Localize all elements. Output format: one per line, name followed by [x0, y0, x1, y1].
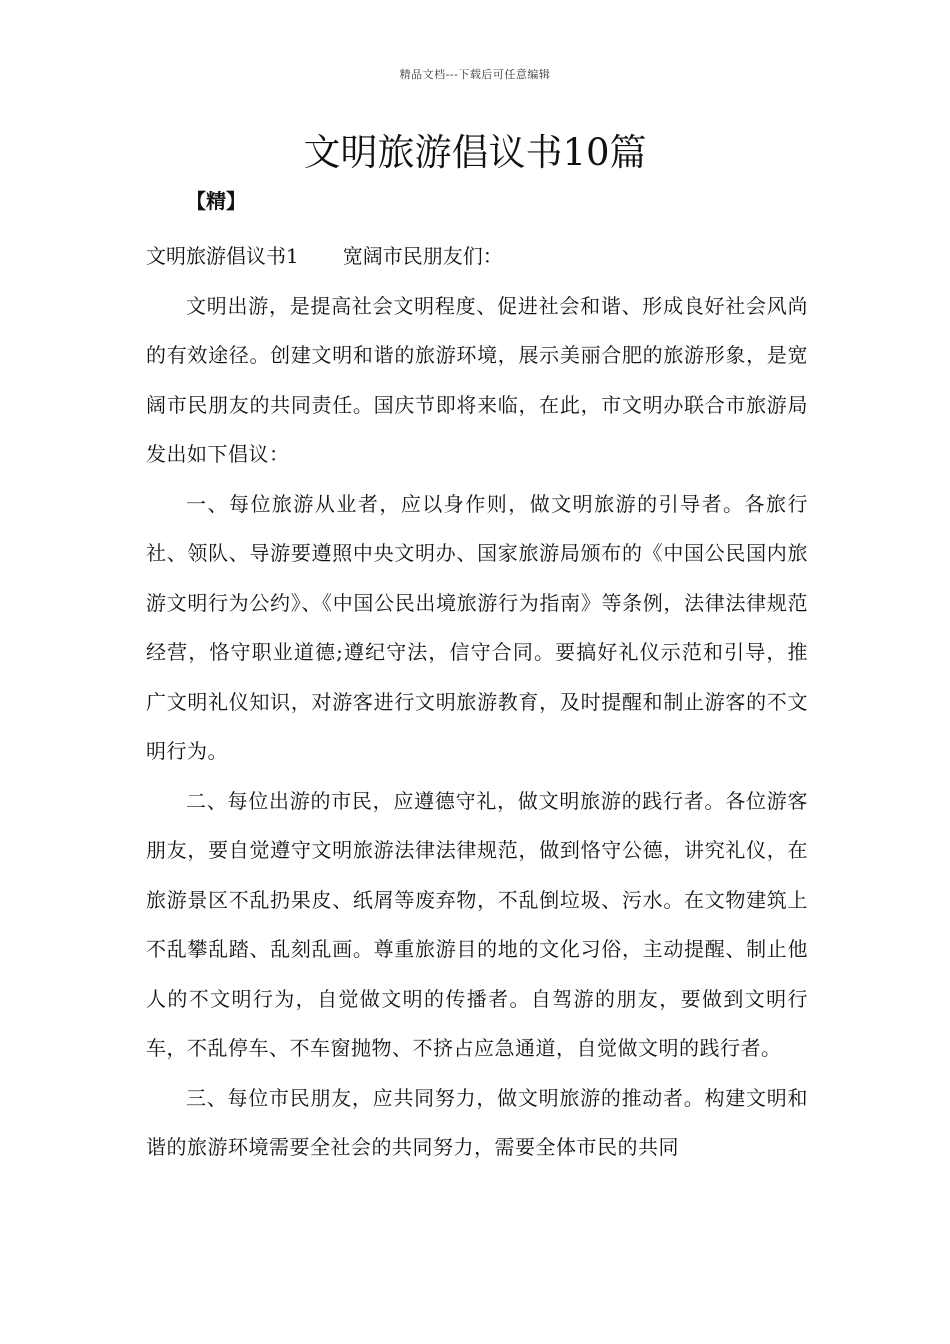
- document-body: [146, 232, 808, 1173]
- subtitle: 【精】: [186, 189, 246, 213]
- paragraph: 一、每位旅游从业者，应以身作则，做文明旅游的引导者。各旅行社、领队、导游要遵照中央文明办、国家旅游局颁布的《中国公民国内旅游文明行为公约》、《中国公民出境旅游行为指南》等条例，法律法律规范经营，恪守职业道德;遵纪守法，信守合同。要搞好礼仪示范和引导，推广文明礼仪知识，对游客进行文明旅游教育，及时提醒和制止游客的不文明行为。: [146, 491, 808, 763]
- intro-line: [146, 232, 808, 282]
- paragraph: 二、每位出游的市民，应遵德守礼，做文明旅游的践行者。各位游客朋友，要自觉遵守文明旅游法律法律规范，做到恪守公德，讲究礼仪，在旅游景区不乱扔果皮、纸屑等废弃物，不乱倒垃圾、污水。在文物建筑上不乱攀乱踏、乱刻乱画。尊重旅游目的地的文化习俗，主动提醒、制止他人的不文明行为，自觉做文明的传播者。自驾游的朋友，要做到文明行车，不乱停车、不车窗抛物、不挤占应急通道，自觉做文明的践行者。: [146, 788, 808, 1060]
- salutation: 宽阔市民朋友们：: [342, 244, 503, 268]
- page-title: 文明旅游倡议书10篇: [303, 131, 647, 174]
- paragraph: 文明出游，是提高社会文明程度、促进社会和谐、形成良好社会风尚的有效途径。创建文明和谐的旅游环境，展示美丽合肥的旅游形象，是宽阔市民朋友的共同责任。国庆节即将来临，在此，市文明办联合市旅游局发出如下倡议：: [146, 293, 808, 466]
- paragraph: 三、每位市民朋友，应共同努力，做文明旅游的推动者。构建文明和谐的旅游环境需要全社会的共同努力，需要全体市民的共同: [146, 1085, 808, 1159]
- header-note: 精品文档---下载后可任意编辑: [399, 68, 551, 81]
- doc-label: 文明旅游倡议书1: [146, 244, 299, 268]
